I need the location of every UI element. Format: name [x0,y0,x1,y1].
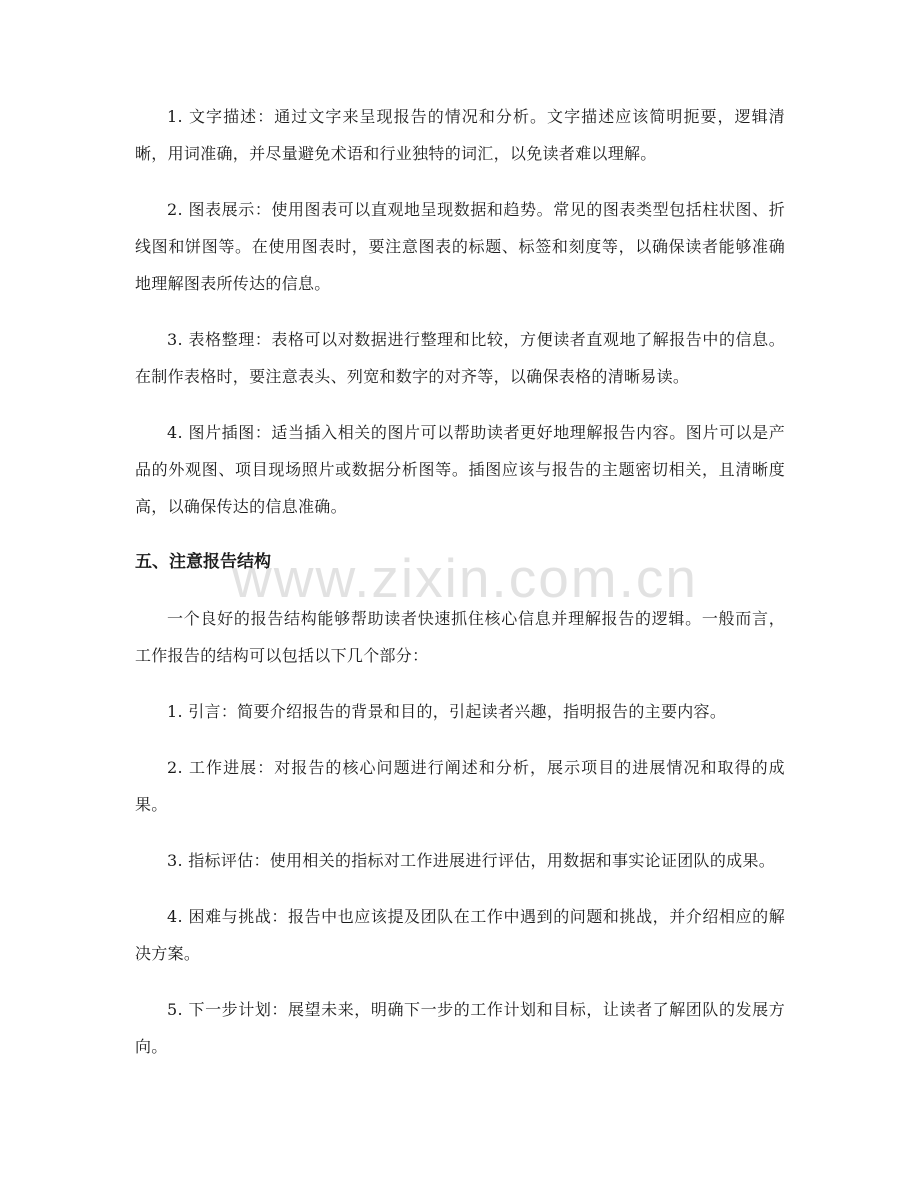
document-body [135,98,785,1084]
paragraph-table-organization: 3. 表格整理：表格可以对数据进行整理和比较，方便读者直观地了解报告中的信息。在制作表格时，要注意表头、列宽和数字的对齐等，以确保表格的清晰易读。 [135,330,785,386]
paragraph-metric-evaluation: 3. 指标评估：使用相关的指标对工作进展进行评估，用数据和事实论证团队的成果。 [167,851,776,870]
paragraph-difficulties-challenges: 4. 困难与挑战：报告中也应该提及团队在工作中遇到的问题和挑战，并介绍相应的解决方案。 [135,907,785,963]
paragraph-introduction: 1. 引言：简要介绍报告的背景和目的，引起读者兴趣，指明报告的主要内容。 [167,702,727,721]
paragraph-work-progress: 2. 工作进展：对报告的核心问题进行阐述和分析，展示项目的进展情况和取得的成果。 [135,758,785,814]
paragraph-structure-intro: 一个良好的报告结构能够帮助读者快速抓住核心信息并理解报告的逻辑。一般而言，工作报告的结构可以包括以下几个部分： [135,609,785,665]
paragraph-image-illustration: 4. 图片插图：适当插入相关的图片可以帮助读者更好地理解报告内容。图片可以是产品的外观图、项目现场照片或数据分析图等。插图应该与报告的主题密切相关，且清晰度高，以确保传达的信息准确。 [135,423,785,516]
section-heading: 五、注意报告结构 [135,552,271,572]
paragraph-text-description: 1. 文字描述：通过文字来呈现报告的情况和分析。文字描述应该简明扼要，逻辑清晰，用词准确，并尽量避免术语和行业独特的词汇，以免读者难以理解。 [135,107,785,163]
paragraph-chart-display: 2. 图表展示：使用图表可以直观地呈现数据和趋势。常见的图表类型包括柱状图、折线图和饼图等。在使用图表时，要注意图表的标题、标签和刻度等，以确保读者能够准确地理解图表所传达的信息。 [135,200,785,293]
watermark: www.zixin.com.cn [232,547,698,609]
paragraph-next-steps: 5. 下一步计划：展望未来，明确下一步的工作计划和目标，让读者了解团队的发展方向。 [135,1000,785,1056]
